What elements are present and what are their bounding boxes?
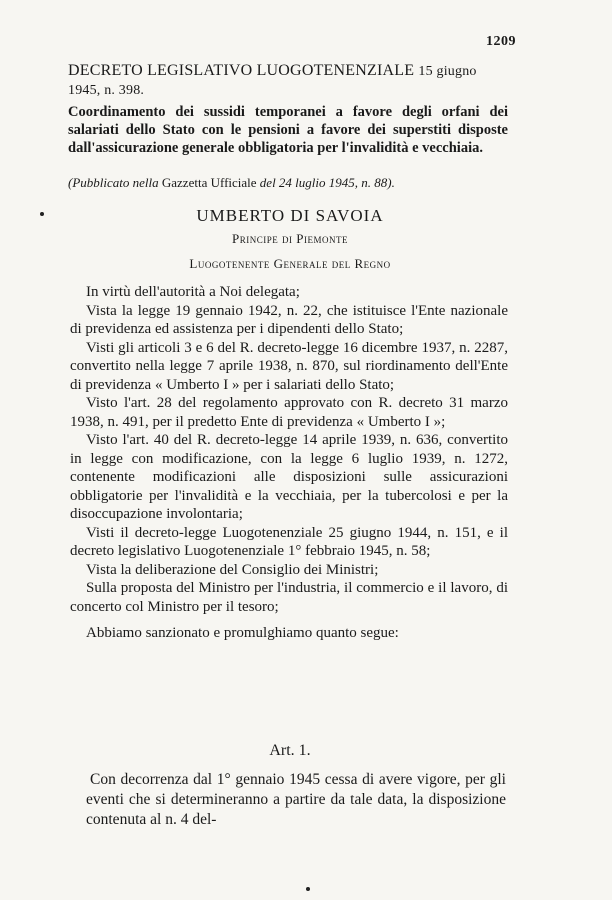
article-heading: Art. 1.	[269, 742, 311, 759]
preamble	[70, 283, 508, 643]
decree-subject: Coordinamento dei sussidi temporanei a favore degli orfani dei salariati dello Stato con le pensioni a favore dei superstiti disposte dall'assicurazione generale obbligatoria per l'invalidità e vecchiaia.	[68, 104, 508, 156]
publication-note	[68, 175, 508, 191]
preamble-paragraph: Vista la legge 19 gennaio 1942, n. 22, che istituisce l'Ente nazionale di previdenza ed assistenza per i dipendenti dello Stato;	[70, 302, 508, 337]
decree-title	[68, 62, 508, 100]
article-body	[86, 770, 506, 830]
decree-type: DECRETO LEGISLATIVO LUOGOTENENZIALE	[68, 62, 415, 79]
page-number: 1209	[486, 34, 516, 49]
preamble-paragraph: Sulla proposta del Ministro per l'industria, il commercio e il lavoro, di concerto col Ministro per il tesoro;	[70, 580, 508, 615]
preamble-paragraph: Visto l'art. 28 del regolamento approvato con R. decreto 31 marzo 1938, n. 491, per il predetto Ente di previdenza « Umberto I »;	[70, 395, 508, 430]
preamble-paragraph: Visti gli articoli 3 e 6 del R. decreto-legge 16 dicembre 1937, n. 2287, convertito nella legge 7 aprile 1938, n. 870, sul riordinamento dell'Ente di previdenza « Umberto I » per i salariati dello Stato;	[70, 339, 508, 393]
decree-date: 15 giugno 1945, n. 398.	[68, 64, 477, 98]
sovereign-name: UMBERTO DI SAVOIA	[196, 206, 384, 225]
publication-source: Gazzetta Ufficiale	[161, 175, 257, 190]
enactment-formula: Abbiamo sanzionato e promulghiamo quanto segue:	[86, 625, 399, 641]
preamble-paragraph: Vista la deliberazione del Consiglio dei Ministri;	[86, 561, 379, 578]
article-text: Con decorrenza dal 1° gennaio 1945 cessa di avere vigore, per gli eventi che si determineranno a partire da tale data, la disposizione contenuta al n. 4 del-	[86, 771, 506, 828]
preamble-paragraph: Visti il decreto-legge Luogotenenziale 25 giugno 1944, n. 151, e il decreto legislativo Luogotenenziale 1° febbraio 1945, n. 58;	[70, 524, 508, 559]
preamble-paragraph: Visto l'art. 40 del R. decreto-legge 14 aprile 1939, n. 636, convertito in legge con modificazione, con la legge 6 luglio 1939, n. 1272, contenente modificazioni alle disposizioni sulle assicurazioni obbligatorie per l'invalidità e la vecchiaia, per la tubercolosi e per la disoccupazione involontaria;	[70, 432, 508, 522]
sovereign-title-prince: Principe di Piemonte	[232, 231, 348, 246]
publication-suffix: del 24 luglio 1945, n. 88).	[259, 175, 395, 190]
sovereign-title-lieutenant: Luogotenente Generale del Regno	[189, 256, 391, 271]
scan-speck	[40, 212, 44, 216]
publication-prefix: (Pubblicato nella	[68, 175, 159, 190]
scan-speck	[306, 887, 310, 891]
preamble-paragraph: In virtù dell'autorità a Noi delegata;	[86, 284, 300, 300]
